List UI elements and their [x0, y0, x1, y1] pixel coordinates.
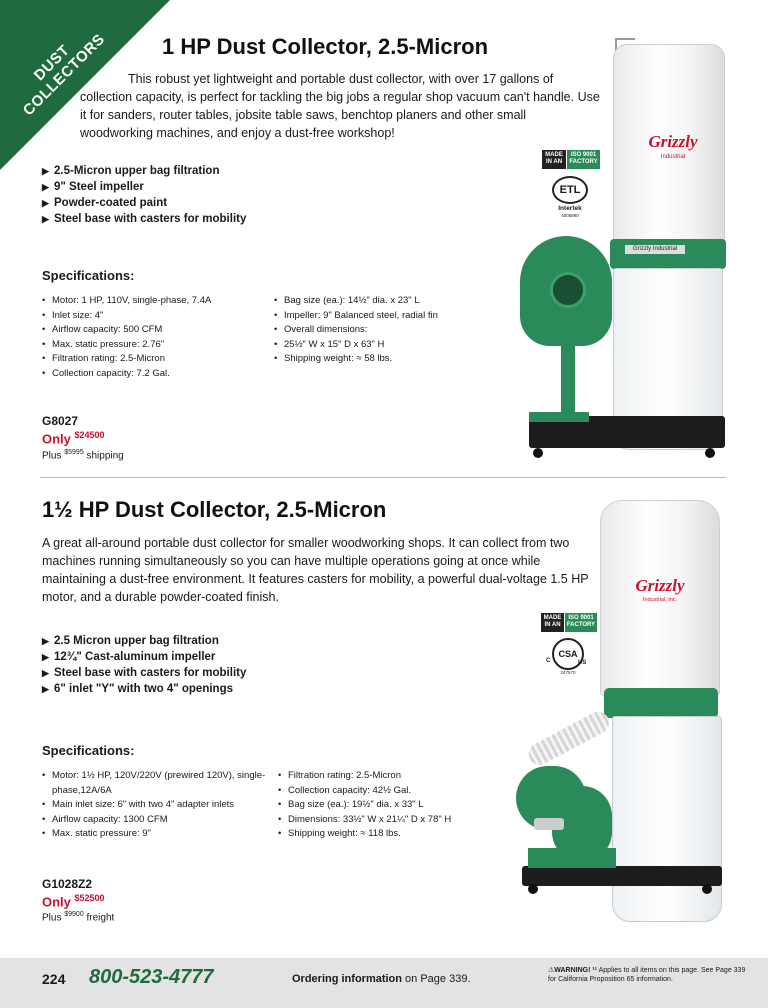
bullet-arrow-icon: ▶	[42, 198, 49, 208]
warning-icon: ⚠	[548, 967, 555, 974]
bullet-arrow-icon: ▶	[42, 636, 49, 646]
feature-item: ▶ 2.5-Micron upper bag filtration	[42, 165, 220, 177]
feature-item: ▶ Steel base with casters for mobility	[42, 213, 247, 225]
product1-cert-sub: Intertek	[558, 205, 582, 212]
motor-collar	[604, 688, 718, 718]
product1-etl-icon: ETL	[552, 176, 588, 204]
bullet-arrow-icon: ▶	[42, 214, 49, 224]
spec-item: • Motor: 1½ HP, 120V/220V (prewired 120V), single-phase,12A/6A	[42, 769, 274, 798]
bullet-arrow-icon: ▶	[42, 668, 49, 678]
product2-made-in-badge: MADE IN AN ISO 9001 FACTORY	[541, 613, 597, 630]
product1-shipping: Plus $^{\$5995}$ shipping	[42, 449, 124, 462]
ordering-info: Ordering information on Page 339.	[292, 973, 471, 985]
feature-item: ▶ 2.5 Micron upper bag filtration	[42, 635, 219, 647]
spec-item: • Motor: 1 HP, 110V, single-phase, 7.4A	[42, 294, 272, 309]
flex-hose	[525, 708, 613, 769]
category-label: DUST COLLECTORS	[19, 30, 109, 120]
spec-item: • Impeller: 9" Balanced steel, radial fin	[274, 309, 514, 324]
caster-wheel	[705, 448, 715, 458]
bullet-arrow-icon: ▶	[42, 684, 49, 694]
product2-shipping: Plus $^{\$9900}$ freight	[42, 911, 115, 924]
product1-description: This robust yet lightweight and portable dust collector, with over 17 gallons of collection capacity, is perfect for tackling the big jobs a regular shop vacuum can't handle. Use it for sanders, router tables, jobsite table saws, benchtop planers and other small woodworking machines, and enjoy a dust-free workshop!	[80, 72, 600, 140]
spec-item: • Inlet size: 4"	[42, 309, 272, 324]
brand-logo: Grizzly	[635, 576, 685, 595]
caster-wheel	[528, 884, 538, 894]
inlet-port	[550, 272, 586, 308]
spec-item: • Collection capacity: 42½ Gal.	[278, 784, 518, 799]
product2-title: 1½ HP Dust Collector, 2.5-Micron	[42, 497, 387, 522]
spec-item: • Shipping weight: ≈ 58 lbs.	[274, 352, 514, 367]
product2-model-number: G1028Z2	[42, 877, 93, 891]
spec-item-continued: • 25½" W x 15" D x 63" H	[274, 338, 514, 353]
inlet-y-fitting	[534, 818, 564, 830]
product2-csa-icon: CSA	[552, 638, 584, 670]
spec-item: • Airflow capacity: 500 CFM	[42, 323, 272, 338]
product2-specs-left	[42, 769, 274, 842]
phone-number: 800-523-4777	[89, 966, 214, 988]
bullet-arrow-icon: ▶	[42, 166, 49, 176]
product2-cert-num: 247570	[560, 670, 576, 675]
spec-item: • Max. static pressure: 2.76"	[42, 338, 272, 353]
base-bracket	[529, 412, 589, 422]
caster-wheel	[533, 448, 543, 458]
product1-specs-right	[274, 294, 514, 367]
product2-price: Only $^{\$52500}$	[42, 893, 105, 910]
feature-item: ▶ 6" inlet "Y" with two 4" openings	[42, 683, 233, 695]
product1-price: Only $^{\$24500}$	[42, 430, 105, 447]
brand-sub: Industrial, Inc.	[642, 597, 678, 603]
product1-model-number: G8027	[42, 414, 79, 428]
spec-item: • Dimensions: 33½" W x 21¼" D x 78" H	[278, 813, 518, 828]
spec-item: • Bag size (ea.): 14½" dia. x 23" L	[274, 294, 514, 309]
product2-cert-us: US	[578, 660, 587, 666]
bullet-arrow-icon: ▶	[42, 182, 49, 192]
spec-item: • Airflow capacity: 1300 CFM	[42, 813, 274, 828]
spec-item: • Shipping weight: ≈ 118 lbs.	[278, 827, 518, 842]
base-frame	[522, 866, 722, 886]
product1-title: 1 HP Dust Collector, 2.5-Micron	[162, 34, 489, 59]
brand-sub: Industrial	[660, 154, 686, 160]
feature-item: ▶ Steel base with casters for mobility	[42, 667, 247, 679]
product2-image	[512, 496, 727, 924]
page-footer	[0, 958, 768, 1008]
prop65-warning: ⚠WARNING! ¹¹ Applies to all items on this page. See Page 339 for California Proposition 65 information.	[548, 967, 746, 983]
base-stand	[528, 848, 616, 868]
product1-cert-num: 4005890	[561, 213, 579, 218]
product2-specs-right	[278, 769, 518, 842]
spec-item: • Filtration rating: 2.5-Micron	[278, 769, 518, 784]
page-number: 224	[42, 971, 66, 987]
spec-item: • Bag size (ea.): 19½" dia. x 33" L	[278, 798, 518, 813]
feature-item: ▶ 9" Steel impeller	[42, 181, 144, 193]
spec-item: • Filtration rating: 2.5-Micron	[42, 352, 272, 367]
spec-item: • Main inlet size: 6" with two 4" adapter inlets	[42, 798, 274, 813]
brand-logo: Grizzly	[648, 132, 698, 151]
feature-item: ▶ 12¾" Cast-aluminum impeller	[42, 651, 216, 663]
product1-made-in-badge: MADE IN AN ISO 9001 FACTORY	[542, 150, 600, 167]
product2-description: A great all-around portable dust collector for smaller woodworking shops. It can collect from two machines running simultaneously so you can have multiple operations going at once while maintaining a dust-free environment. It features casters for mobility, a powerful dual-voltage 1.5 HP motor, and a durable powder-coated finish.	[42, 536, 589, 604]
motor-collar	[610, 239, 726, 269]
product2-spec-title: Specifications:	[42, 743, 135, 758]
product1-image	[515, 36, 730, 461]
nameplate: Grizzly Industrial	[625, 245, 685, 254]
feature-item: ▶ Powder-coated paint	[42, 197, 168, 209]
product1-specs-left	[42, 294, 272, 381]
product2-cert-c: C	[546, 658, 551, 664]
spec-item: • Overall dimensions:	[274, 323, 514, 338]
product1-spec-title: Specifications:	[42, 268, 135, 283]
caster-wheel	[702, 884, 712, 894]
section-divider	[40, 477, 726, 478]
spec-item: • Collection capacity: 7.2 Gal.	[42, 367, 272, 382]
product1-features	[42, 163, 246, 227]
bullet-arrow-icon: ▶	[42, 652, 49, 662]
support-post	[561, 336, 575, 418]
spec-item: • Max. static pressure: 9"	[42, 827, 274, 842]
product2-features	[42, 633, 246, 697]
